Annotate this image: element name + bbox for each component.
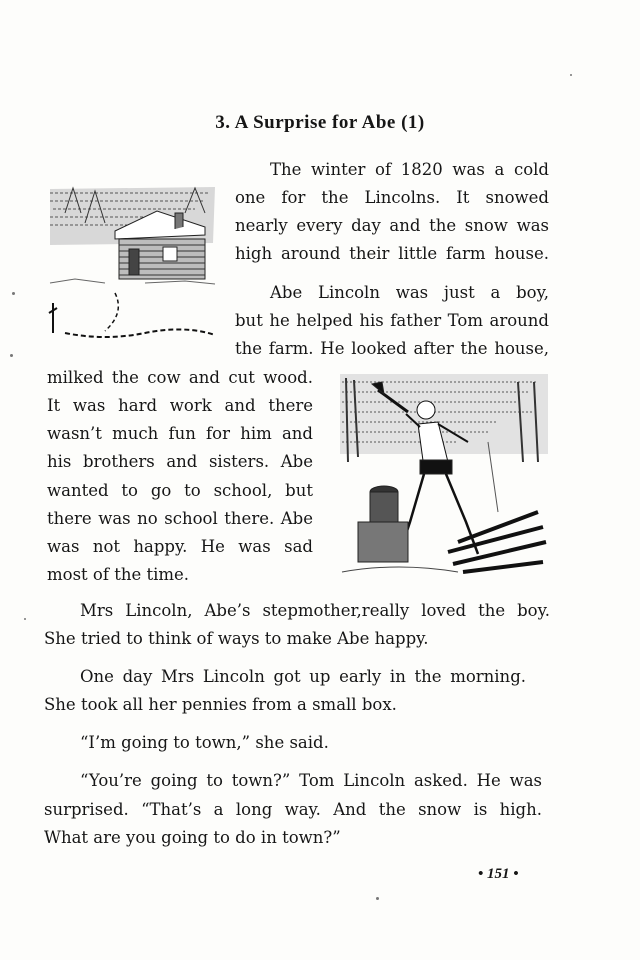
text-line: What are you going to do in town?” <box>44 828 341 847</box>
text-line: there was no school there. Abe <box>47 509 313 528</box>
scan-speck <box>376 897 379 900</box>
log-cabin-illustration <box>45 183 220 343</box>
text-line: Abe Lincoln was just a boy, <box>270 283 549 302</box>
scan-speck <box>24 618 26 620</box>
text-line: One day Mrs Lincoln got up early in the morning. <box>80 667 526 686</box>
chapter-title: 3. A Surprise for Abe (1) <box>215 112 425 133</box>
text-line: but he helped his father Tom around <box>235 311 549 330</box>
text-line: She took all her pennies from a small box. <box>44 695 397 714</box>
text-line: Mrs Lincoln, Abe’s stepmother,really loved the boy. <box>80 601 550 620</box>
text-line: one for the Lincolns. It snowed <box>235 188 549 207</box>
scan-speck <box>570 74 572 76</box>
text-line: wasn’t much fun for him and <box>47 424 313 443</box>
text-line: his brothers and sisters. Abe <box>47 452 313 471</box>
text-line: surprised. “That’s a long way. And the snow is high. <box>44 800 542 819</box>
text-line: The winter of 1820 was a cold <box>270 160 549 179</box>
text-line: most of the time. <box>47 565 190 584</box>
scan-speck <box>12 292 15 295</box>
text-line: high around their little farm house. <box>235 244 549 263</box>
text-line: the farm. He looked after the house, <box>235 339 549 358</box>
text-line: wanted to go to school, but <box>47 481 313 500</box>
text-line: “You’re going to town?” Tom Lincoln asked. He was <box>80 771 542 790</box>
scan-speck <box>10 354 13 357</box>
text-line: was not happy. He was sad <box>47 537 313 556</box>
text-line: milked the cow and cut wood. <box>47 368 313 387</box>
page-number: • 151 • <box>478 866 519 882</box>
text-line: She tried to think of ways to make Abe happy. <box>44 629 429 648</box>
wood-chopping-illustration <box>338 372 550 584</box>
text-line: nearly every day and the snow was <box>235 216 549 235</box>
text-line: It was hard work and there <box>47 396 313 415</box>
text-line: “I’m going to town,” she said. <box>80 733 329 752</box>
